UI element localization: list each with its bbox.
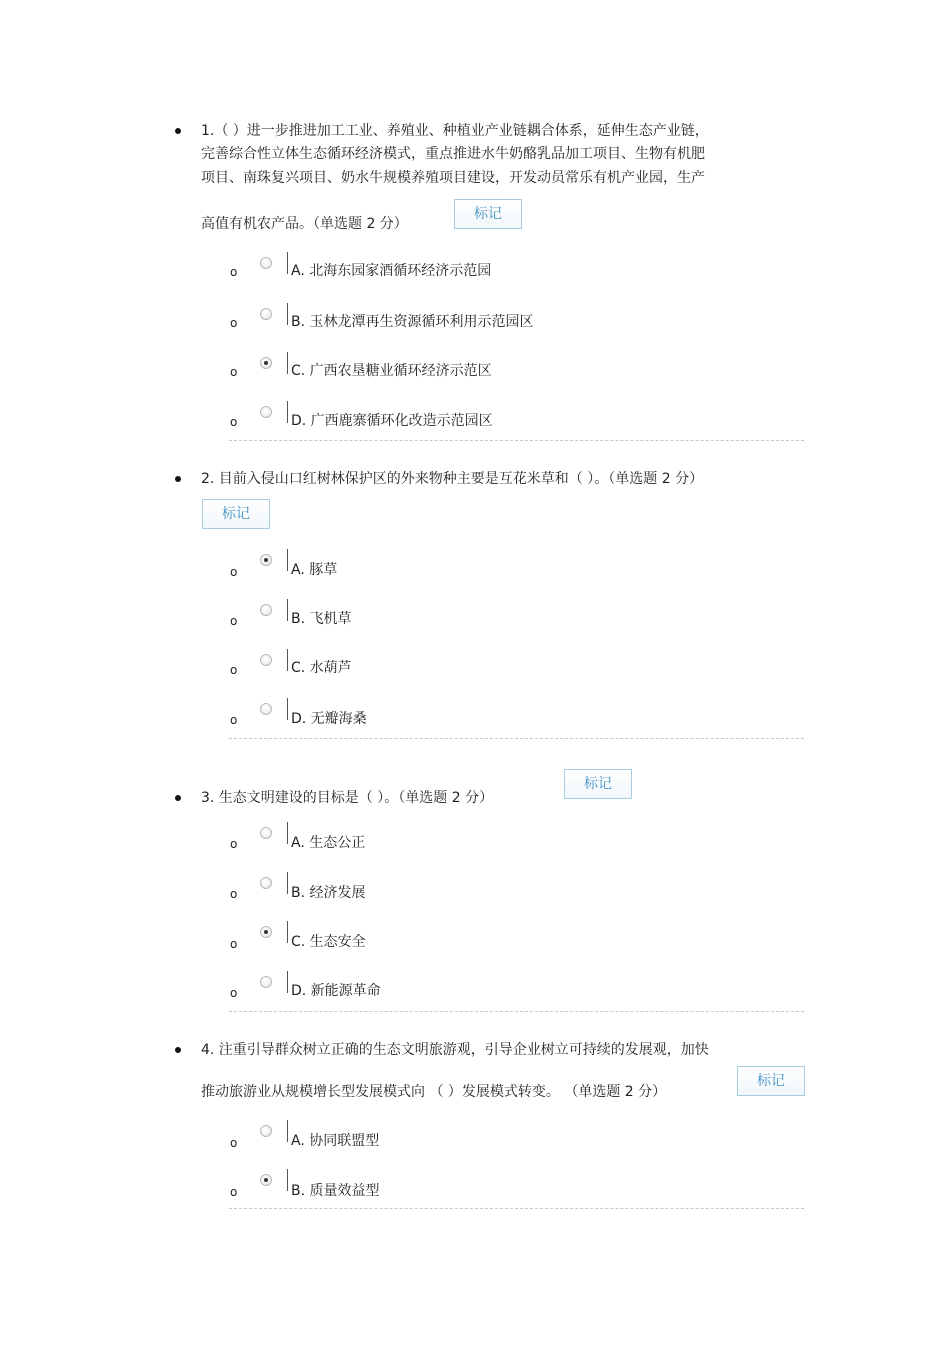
divider [287,401,288,423]
divider [287,822,288,844]
divider [287,599,288,621]
radio-button[interactable] [260,827,272,839]
option-marker: o [230,565,238,579]
question-stem: 完善综合性立体生态循环经济模式，重点推进水牛奶酪乳品加工项目、生物有机肥 [201,146,705,162]
option-label: D. 无瓣海桑 [291,711,367,727]
option-label: A. 豚草 [291,562,338,578]
option-marker: o [230,837,238,851]
option-marker: o [230,937,238,951]
separator [229,738,804,739]
option-marker: o [230,713,238,727]
divider [287,649,288,671]
option-marker: o [230,887,238,901]
question-stem: 1.（ ）进一步推进加工工业、养殖业、种植业产业链耦合体系，延伸生态产业链， [201,123,709,139]
question-stem: 项目、南珠复兴项目、奶水牛规模养殖项目建设，开发动员常乐有机产业园，生产 [201,170,705,186]
option-label: A. 协同联盟型 [291,1133,380,1149]
divider [287,252,288,274]
mark-button[interactable]: 标记 [454,199,522,229]
mark-button[interactable]: 标记 [202,499,270,529]
radio-button[interactable] [260,703,272,715]
divider [287,872,288,894]
radio-button[interactable] [260,308,272,320]
divider [287,971,288,993]
divider [287,921,288,943]
radio-dot-icon [264,558,268,562]
mark-button[interactable]: 标记 [737,1066,805,1096]
option-marker: o [230,415,238,429]
option-marker: o [230,663,238,677]
question-stem: 3. 生态文明建设的目标是（ ）。（单选题 2 分） [201,790,494,806]
radio-button[interactable] [260,257,272,269]
question-stem: 2. 目前入侵山口红树林保护区的外来物种主要是互花米草和（ ）。（单选题 2 分） [201,471,704,487]
radio-button-selected[interactable] [260,926,272,938]
option-label: D. 广西鹿寨循环化改造示范园区 [291,413,493,429]
divider [287,1169,288,1191]
option-marker: o [230,1185,238,1199]
radio-dot-icon [264,361,268,365]
divider [287,352,288,374]
option-label: C. 广西农垦糖业循环经济示范区 [291,363,492,379]
option-label: C. 水葫芦 [291,660,352,676]
option-marker: o [230,986,238,1000]
divider [287,698,288,720]
radio-button[interactable] [260,877,272,889]
option-label: C. 生态安全 [291,934,366,950]
option-label: A. 北海东园家酒循环经济示范园 [291,263,492,279]
bullet-icon [175,1047,181,1053]
option-marker: o [230,265,238,279]
radio-button[interactable] [260,1125,272,1137]
radio-button-selected[interactable] [260,1174,272,1186]
mark-button[interactable]: 标记 [564,769,632,799]
separator [229,1208,804,1209]
option-label: A. 生态公正 [291,835,366,851]
divider [287,303,288,325]
option-label: B. 玉林龙潭再生资源循环利用示范园区 [291,314,534,330]
radio-button-selected[interactable] [260,554,272,566]
divider [287,1120,288,1142]
divider [287,549,288,571]
separator [229,1011,804,1012]
option-label: B. 质量效益型 [291,1183,380,1199]
separator [229,440,804,441]
option-marker: o [230,1136,238,1150]
option-label: D. 新能源革命 [291,983,381,999]
option-marker: o [230,614,238,628]
bullet-icon [175,128,181,134]
bullet-icon [175,476,181,482]
radio-dot-icon [264,930,268,934]
question-stem: 4. 注重引导群众树立正确的生态文明旅游观，引导企业树立可持续的发展观，加快 [201,1042,709,1058]
option-label: B. 飞机草 [291,611,352,627]
option-marker: o [230,365,238,379]
radio-dot-icon [264,1178,268,1182]
question-stem: 高值有机农产品。（单选题 2 分） [201,216,408,232]
radio-button[interactable] [260,406,272,418]
radio-button[interactable] [260,604,272,616]
option-label: B. 经济发展 [291,885,366,901]
radio-button[interactable] [260,976,272,988]
bullet-icon [175,795,181,801]
radio-button[interactable] [260,654,272,666]
option-marker: o [230,316,238,330]
question-stem: 推动旅游业从规模增长型发展模式向 （ ）发展模式转变。 （单选题 2 分） [201,1084,667,1100]
radio-button-selected[interactable] [260,357,272,369]
